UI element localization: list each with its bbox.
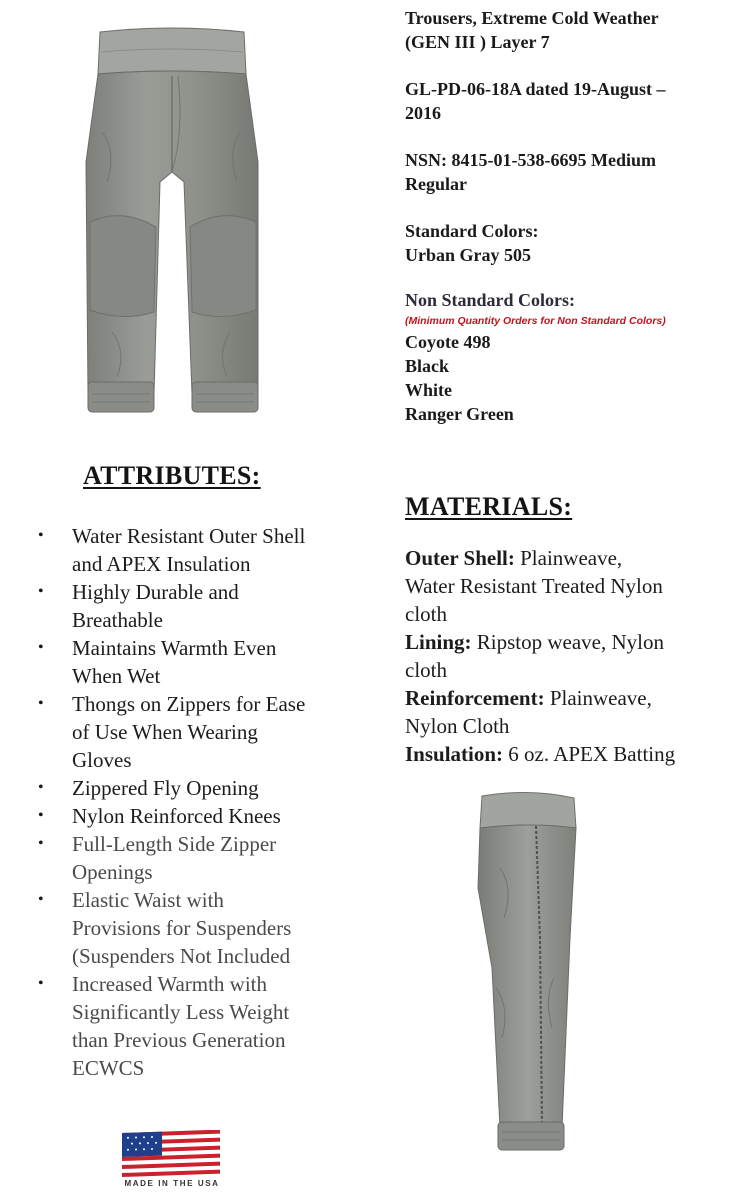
standard-color-value: Urban Gray 505 <box>405 245 531 265</box>
standard-colors-label: Standard Colors: <box>405 221 539 241</box>
made-in-usa-label: MADE IN THE USA <box>124 1179 220 1188</box>
non-standard-colors-label: Non Standard Colors: <box>405 290 576 310</box>
color-item: Black <box>405 356 450 376</box>
color-item: Coyote 498 <box>405 332 491 352</box>
material-lining: Lining: Ripstop weave, Nylon cloth <box>405 630 665 682</box>
nsn-line-2: Regular <box>405 174 467 194</box>
nsn-line-1: NSN: 8415-01-538-6695 Medium <box>405 150 656 170</box>
materials-list <box>405 544 735 768</box>
attributes-heading: ATTRIBUTES: <box>83 461 261 490</box>
color-item: White <box>405 380 452 400</box>
trousers-front-image <box>72 22 272 422</box>
material-insulation: Insulation: 6 oz. APEX Batting <box>405 742 676 766</box>
trousers-side-image <box>470 788 580 1160</box>
minimum-order-note: (Minimum Quantity Orders for Non Standard Colors) <box>405 315 666 327</box>
attribute-item: • Water Resistant Outer Shell and APEX Insulation <box>36 522 348 578</box>
attribute-item: • Full-Length Side Zipper Openings <box>36 830 348 886</box>
material-outer-shell: Outer Shell: Plainweave, Water Resistant Treated Nylon cloth <box>405 546 663 626</box>
non-standard-colors-list <box>405 330 735 426</box>
attribute-item: • Thongs on Zippers for Ease of Use When Wearing Gloves <box>36 690 348 774</box>
attribute-item: • Highly Durable and Breathable <box>36 578 348 634</box>
attribute-item: • Maintains Warmth Even When Wet <box>36 634 348 690</box>
product-spec-block <box>405 6 735 426</box>
doc-reference-line-2: 2016 <box>405 103 441 123</box>
attribute-item: • Nylon Reinforced Knees <box>36 802 348 830</box>
materials-heading: MATERIALS: <box>405 492 573 521</box>
attribute-item: • Elastic Waist with Provisions for Suspenders (Suspenders Not Included <box>36 886 348 970</box>
product-title-line-1: Trousers, Extreme Cold Weather <box>405 8 659 28</box>
product-title-line-2: (GEN III ) Layer 7 <box>405 32 550 52</box>
material-reinforcement: Reinforcement: Plainweave, Nylon Cloth <box>405 686 652 738</box>
color-item: Ranger Green <box>405 404 514 424</box>
doc-reference-line-1: GL-PD-06-18A dated 19-August – <box>405 79 666 99</box>
attribute-item: • Increased Warmth with Significantly Less Weight than Previous Generation ECWCS <box>36 970 348 1082</box>
us-flag-icon <box>122 1130 220 1178</box>
attributes-list <box>36 522 348 1082</box>
attribute-item: • Zippered Fly Opening <box>36 774 348 802</box>
